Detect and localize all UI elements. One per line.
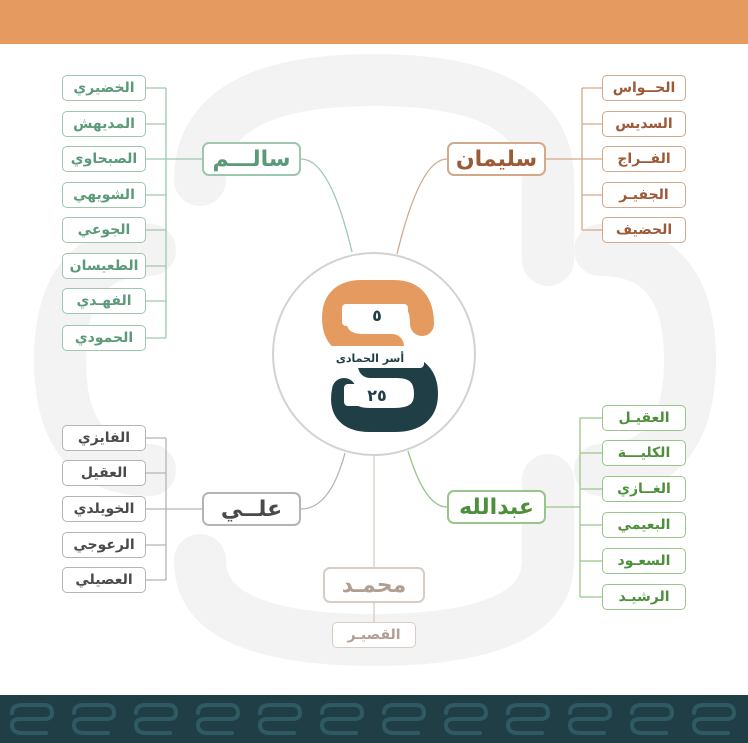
family-box: الخويلدي (62, 496, 146, 522)
center-count-top: ٥ (372, 306, 382, 325)
branch-abdullah: عبدالله (447, 490, 546, 524)
family-box: الفايزي (62, 425, 146, 451)
family-box: الحضيف (602, 217, 686, 243)
family-box: المديهش (62, 111, 146, 137)
family-box: الرشيـد (602, 584, 686, 610)
family-box: الفهـدي (62, 288, 146, 314)
branch-mohammed: محمـد (323, 567, 425, 603)
family-box: الحمودي (62, 325, 146, 351)
family-box: الشويهي (62, 182, 146, 208)
family-box: الغــازي (602, 476, 686, 502)
center-logo (272, 252, 476, 456)
family-box: العصيلي (62, 567, 146, 593)
center-logo-icon (274, 254, 478, 458)
family-box: العقيل (62, 460, 146, 486)
family-box: القصيـر (332, 622, 416, 648)
family-box: الصبحاوي (62, 146, 146, 172)
family-box: الخضيري (62, 75, 146, 101)
family-box: العقيـل (602, 405, 686, 431)
branch-sulaiman: سليمان (447, 142, 546, 176)
family-box: البعيمي (602, 512, 686, 538)
family-box: السعـود (602, 548, 686, 574)
family-box: الكليـــة (602, 440, 686, 466)
family-box: الجفيـر (602, 182, 686, 208)
family-box: الحــواس (602, 75, 686, 101)
center-count-bottom: ٢٥ (367, 386, 387, 405)
family-box: الطعيسان (62, 253, 146, 279)
family-box: الفــراج (602, 146, 686, 172)
family-box: الرعوجي (62, 532, 146, 558)
family-box: الجوعي (62, 217, 146, 243)
center-title: أسر الحمادى (335, 352, 405, 365)
branch-ali: علــي (202, 492, 301, 526)
branch-salem: سالـــم (202, 142, 301, 176)
family-box: السديس (602, 111, 686, 137)
footer-bar (0, 695, 748, 743)
footer-pattern (0, 695, 748, 743)
